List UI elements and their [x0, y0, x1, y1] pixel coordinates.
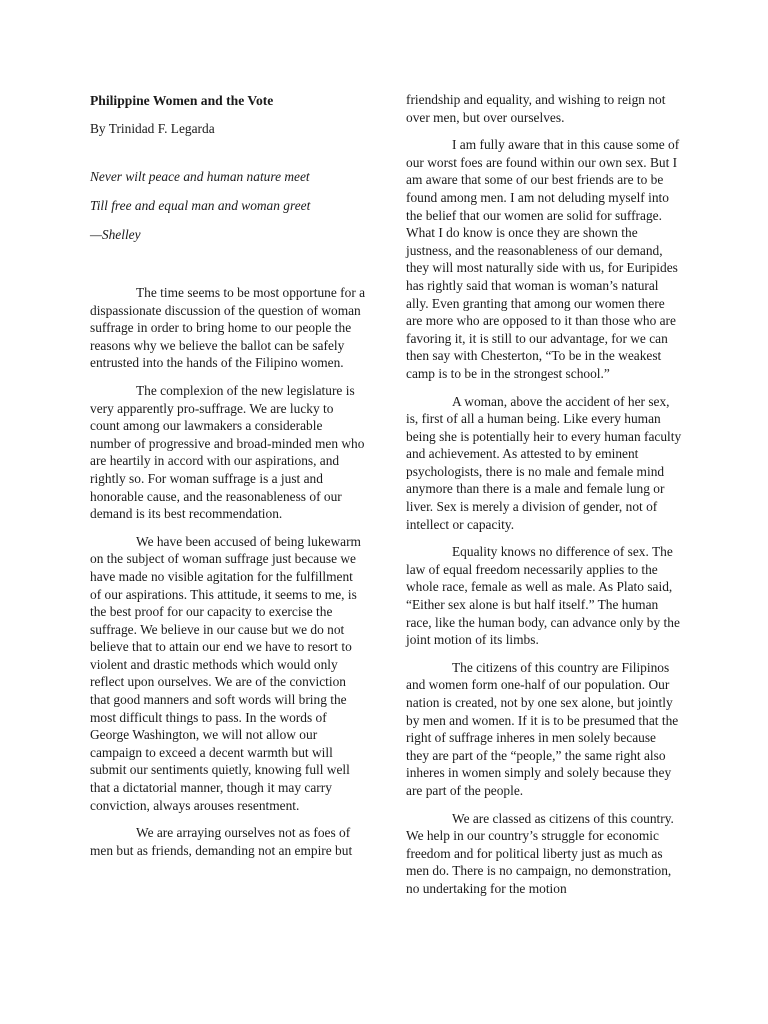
epigraph-attribution: —Shelley — [90, 227, 141, 242]
document-title: Philippine Women and the Vote — [90, 93, 274, 108]
paragraph: A woman, above the accident of her sex, is, first of all a human being. Like every human being she is potentially heir to every human faculty and achievement. As attested to by eminent psychologists, there is no male and female mind anymore than there is a male and female lung or liver. Sex is merely a division of gender, not of intellect or capacity. — [406, 393, 682, 532]
epigraph-line: Till free and equal man and woman greet — [90, 198, 311, 213]
paragraph: We are arraying ourselves not as foes of men but as friends, demanding not an empire but — [90, 825, 353, 858]
right-column — [406, 91, 682, 908]
left-column — [90, 91, 366, 869]
paragraph: Equality knows no difference of sex. The law of equal freedom necessarily applies to the whole race, female as well as male. As Plato said, “Either sex alone is but half itself.” The human race, like the human body, can advance only by the joint motion of its limbs. — [406, 544, 680, 648]
paragraph: The time seems to be most opportune for a dispassionate discussion of the question of woman suffrage in order to bring home to our people the reasons why we believe the ballot can be safely entrusted into the hands of the Filipino women. — [90, 285, 366, 371]
paragraph: The citizens of this country are Filipinos and women form one-half of our population. Our nation is created, not by one sex alone, but jointly by men and women. If it is to be presumed that the right of suffrage inheres in men solely because they are part of the “people,” the same right also inheres in women simply and solely because they are part of the people. — [406, 659, 679, 798]
epigraph-line: Never wilt peace and human nature meet — [90, 169, 310, 184]
paragraph-continuation: friendship and equality, and wishing to reign not over men, but over ourselves. — [406, 92, 666, 125]
epigraph — [90, 168, 366, 244]
paragraph: We have been accused of being lukewarm on the subject of woman suffrage just because we have made no visible agitation for the fulfillment of our aspirations. This attitude, it seems to me, is the best proof for our capacity to exercise the suffrage. We believe in our cause but we do not believe that to attain our end we have to resort to violent and drastic methods which would only reflect upon ourselves. We are of the conviction that good manners and soft words will bring the most difficult things to pass. In the words of George Washington, we will not allow our campaign to exceed a decent warmth but will submit our sentiments quietly, knowing full well that a dictatorial manner, though it may carry conviction, always arouses resentment. — [90, 533, 361, 813]
paragraph: The complexion of the new legislature is very apparently pro-suffrage. We are lucky to count among our lawmakers a considerable number of progressive and broad-minded men who are heartily in accord with our aspirations, and rightly so. For woman suffrage is a just and honorable cause, and the reasonableness of our demand is its best recommendation. — [90, 382, 365, 522]
author-byline: By Trinidad F. Legarda — [90, 121, 215, 136]
paragraph: I am fully aware that in this cause some of our worst foes are found within our own sex. But I am aware that some of our best friends are to be found among men. I am not deluding myself into the belief that our women are solid for suffrage. What I do know is once they are shown the justness, and the reasonableness of our demand, they will most naturally side with us, for Euripides has rightly said that woman is woman’s natural ally. Even granting that among our women there are more who are opposed to it than those who are favoring it, it is still to our advantage, for we can then say with Chesterton, “To be in the weakest camp is to be in the strongest school.” — [406, 137, 680, 381]
paragraph: We are classed as citizens of this country. We help in our country’s struggle for economic freedom and for political liberty just as much as men do. There is no campaign, no demonstration, no undertaking for the motion — [406, 810, 674, 896]
